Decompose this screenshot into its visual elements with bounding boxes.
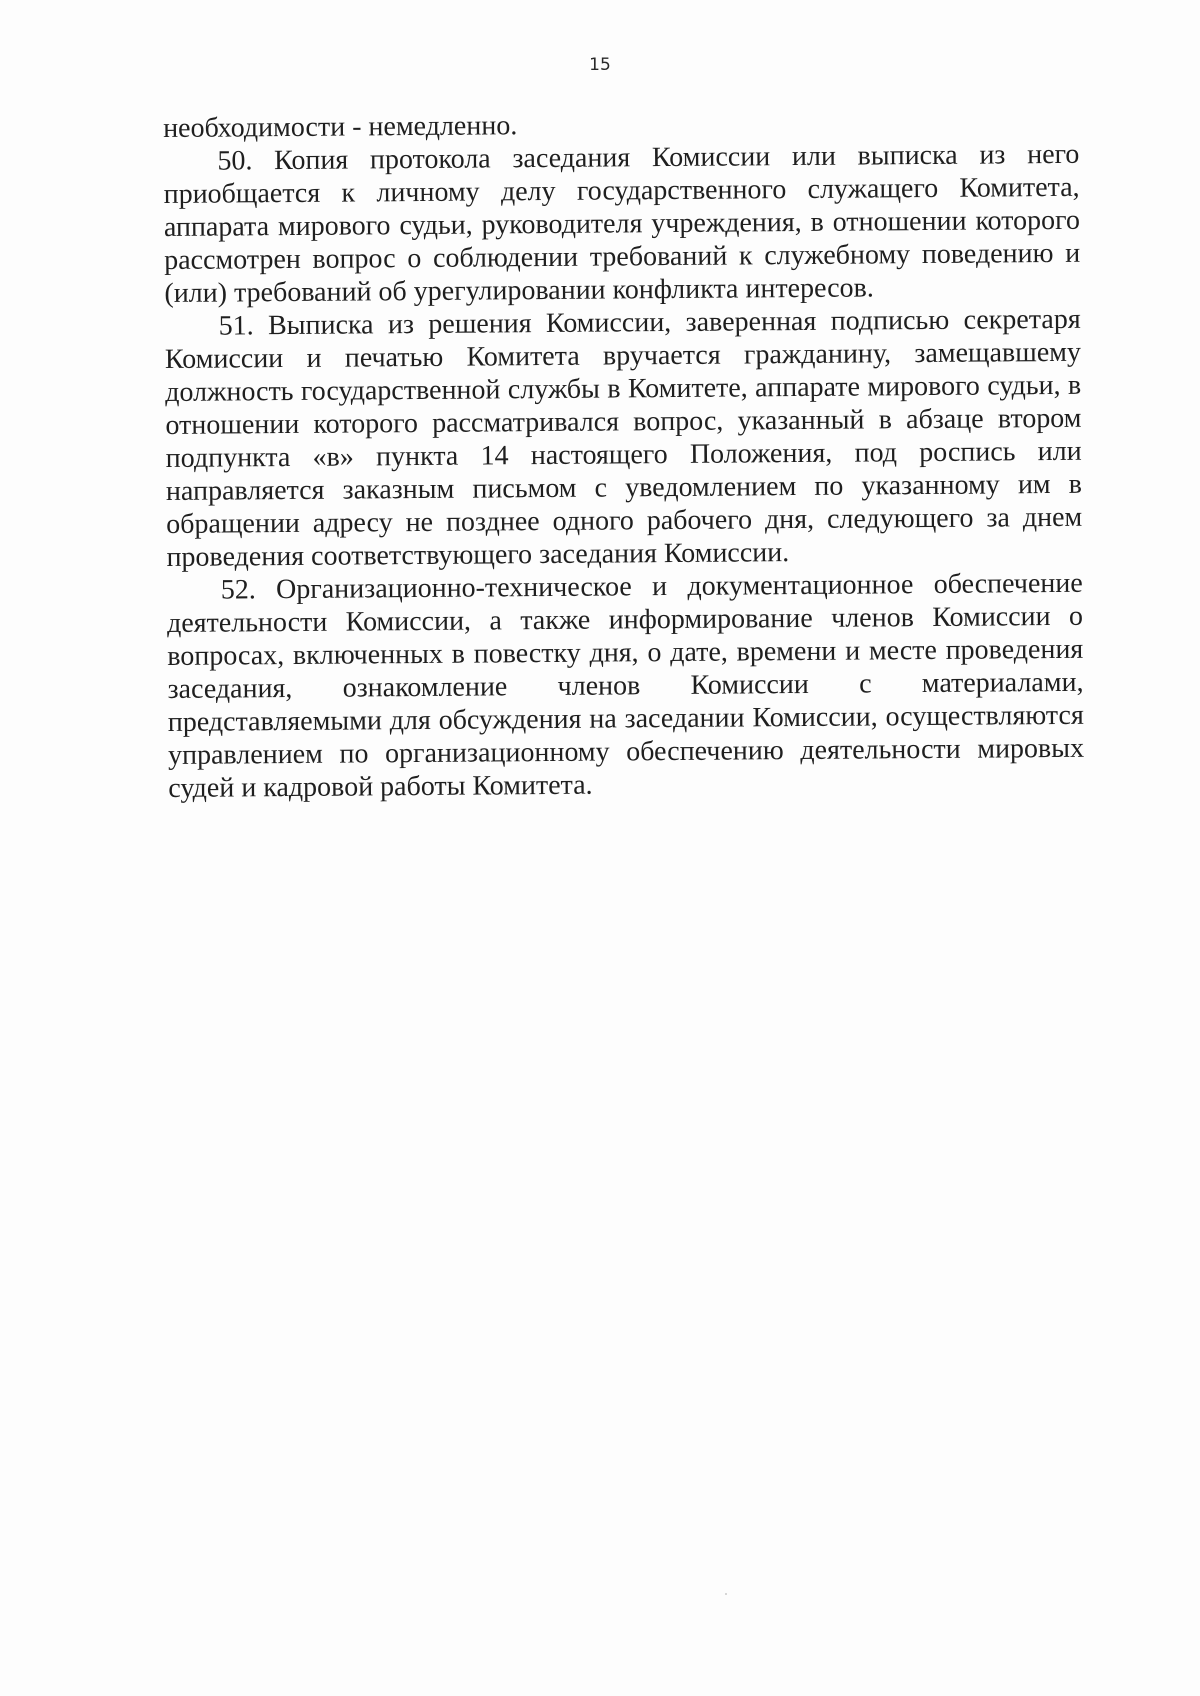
document-body (163, 105, 1084, 805)
paragraph-52: 52. Организационно-техническое и документационное обеспечение деятельности Комиссии, а также информирование членов Комиссии о вопросах, включенных в повестку дня, о дате, времени и месте проведения заседания, ознакомление членов Комиссии с материалами, представляемыми для обсуждения на заседании Комиссии, осуществляются управлением по организационному обеспечению деятельности мировых судей и кадровой работы Комитета. (166, 567, 1085, 804)
paragraph-49-continuation: необходимости - немедленно. (163, 110, 518, 144)
paragraph-51: 51. Выписка из решения Комиссии, заверенная подписью секретаря Комиссии и печатью Комитета вручается гражданину, замещавшему должность государственной службы в Комитете, аппарате мирового судьи, в отношении которого рассматривался вопрос, указанный в абзаце втором подпункта «в» пункта 14 настоящего Положения, под роспись или направляется заказным письмом с уведомлением по указанному им в обращении адресу не позднее одного рабочего дня, следующего за днем проведения соответствующего заседания Комиссии. (164, 303, 1083, 573)
page-number: 15 (589, 55, 611, 75)
paragraph-50: 50. Копия протокола заседания Комиссии или выписка из него приобщается к личному делу государственного служащего Комитета, аппарата мирового судьи, руководителя учреждения, в отношении которого рассмотрен вопрос о соблюдении требований к служебному поведению и (или) требований об урегулировании конфликта интересов. (163, 138, 1081, 309)
scan-dust-mark (725, 1593, 727, 1595)
